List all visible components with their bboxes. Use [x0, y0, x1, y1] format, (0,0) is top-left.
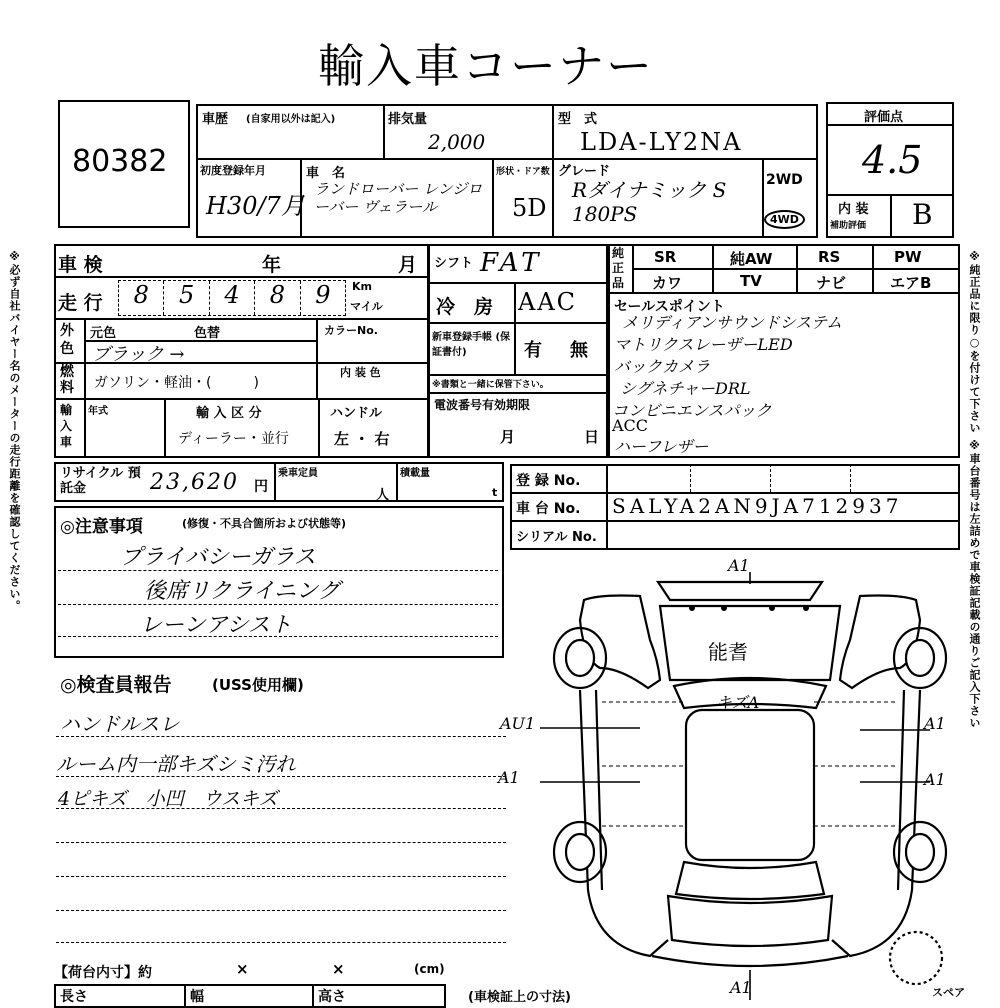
- score-label: 評価点: [864, 110, 904, 125]
- doors-label: 形状・ドア数: [496, 167, 550, 177]
- side-note-right: ※純正品に限り○を付けて下さい ※車台番号は左詰めで車検証記載の通りご記入下さい: [968, 250, 981, 729]
- shift-value: FAT: [480, 248, 543, 278]
- handle-value: 左 ・ 右: [334, 430, 390, 448]
- capacity-unit: 人: [376, 488, 390, 503]
- radio-label: 電波番号有効期限: [434, 398, 531, 412]
- chassis-no-value: SALYA2AN9JA712937: [612, 494, 903, 518]
- car-name-label: 車 名: [306, 166, 346, 181]
- mileage-label: 走 行: [58, 292, 103, 314]
- capacity-label: 乗車定員: [278, 468, 318, 479]
- import-type-value: ディーラー・並行: [178, 431, 289, 447]
- mileage-unit-km: Km: [352, 280, 372, 293]
- sales-point-item: シグネチャーDRL: [620, 379, 751, 398]
- equip-aw[interactable]: 純AW: [730, 250, 773, 268]
- diagram-right-mark: A1: [924, 714, 946, 733]
- recycle-value: 23,620: [150, 470, 239, 495]
- model-year-label: 年式: [88, 406, 108, 417]
- model-value: LDA-LY2NA: [580, 128, 743, 156]
- history-label: 車歴: [202, 112, 229, 127]
- equip-tv[interactable]: TV: [740, 272, 762, 290]
- grade-label: グレード: [558, 164, 611, 179]
- ac-label: 冷 房: [436, 296, 494, 318]
- mileage-digit: 4: [210, 281, 255, 315]
- diagram-front-mark: A1: [728, 556, 750, 575]
- sales-point-item: バックカメラ: [614, 357, 711, 376]
- page-title: 輸入車コーナー: [318, 39, 654, 93]
- score-value: 4.5: [862, 138, 923, 182]
- color-value: ブラック →: [92, 344, 185, 365]
- sales-point-item: コンビニエンスパック: [612, 401, 772, 420]
- cargo-x1: ×: [236, 960, 249, 978]
- sales-point-item: マトリクスレーザーLED: [614, 335, 793, 354]
- inspector-label: ◎検査員報告: [60, 674, 172, 696]
- first-reg-value: H30/7月: [206, 192, 305, 220]
- handle-label: ハンドル: [330, 406, 383, 421]
- side-note-left: ※必ず自社バイヤー名のメーターの走行距離を確認してください。: [8, 250, 21, 612]
- interior-sub: 補助評価: [830, 221, 867, 231]
- shift-label: シフト: [434, 256, 474, 271]
- diagram-left-mark: AU1: [500, 714, 536, 733]
- radio-month: 月: [500, 428, 516, 446]
- equip-sr[interactable]: SR: [654, 248, 677, 266]
- drive-4wd[interactable]: 4WD: [764, 210, 805, 229]
- interior-color-label: 内 装 色: [340, 366, 381, 379]
- import-side-label: 輸入車: [60, 403, 73, 449]
- note-item: レーンアシスト: [140, 613, 293, 638]
- orig-color-label: 元色: [90, 326, 117, 341]
- mileage-digit: 5: [164, 281, 209, 315]
- load-unit: t: [492, 486, 498, 499]
- radio-day: 日: [584, 428, 600, 446]
- shaken-year-label: 年: [262, 254, 282, 276]
- sales-point-item: ACC: [612, 416, 649, 435]
- manual-no[interactable]: 無: [570, 340, 588, 361]
- diagram-left-mark: A1: [498, 768, 520, 787]
- mileage-digit: 8: [255, 281, 300, 315]
- color-no-label: カラーNo.: [324, 324, 378, 337]
- cargo-dim-grid: [54, 984, 446, 1008]
- diagram-rear-mark: A1: [730, 978, 752, 997]
- chassis-no-label: 車 台 No.: [516, 501, 581, 517]
- manual-yes[interactable]: 有: [524, 340, 542, 361]
- recycle-label: リサイクル 預託金: [60, 466, 141, 496]
- mileage-unit-mile: マイル: [350, 300, 383, 313]
- cargo-unit: (cm): [414, 962, 445, 976]
- equipment-side-label: 純正品: [612, 246, 625, 290]
- mileage-digit: 8: [119, 281, 164, 315]
- mileage-digits: [118, 280, 346, 316]
- color-side-label: 外色: [60, 323, 74, 357]
- cargo-x2: ×: [332, 960, 345, 978]
- color-change-label: 色替: [194, 326, 221, 341]
- manual-note: ※書類と一緒に保管下さい。: [432, 380, 549, 390]
- shaken-label: 車 検: [58, 254, 103, 276]
- inspector-sublabel: (USS使用欄): [212, 676, 304, 694]
- equip-navi[interactable]: ナビ: [816, 274, 847, 292]
- spare-label: スペア: [932, 986, 965, 999]
- shaken-month-label: 月: [398, 254, 418, 276]
- ac-value: AAC: [518, 288, 578, 316]
- serial-no-label: シリアル No.: [516, 530, 597, 545]
- model-label: 型 式: [558, 112, 598, 127]
- import-type-label: 輸 入 区 分: [196, 406, 262, 421]
- car-diagram: [540, 560, 960, 1000]
- cargo-label: 【荷台内寸】約: [54, 965, 152, 981]
- diagram-right-mark: A1: [924, 770, 946, 789]
- sales-point-item: メリディアンサウンドシステム: [622, 313, 843, 332]
- diagram-windshield-mark: キズA: [716, 693, 760, 712]
- car-name-value: ランドローバー レンジローバー ヴェラール: [314, 180, 483, 216]
- interior-label: 内 装: [838, 202, 869, 217]
- equip-pw[interactable]: PW: [894, 248, 922, 266]
- recycle-unit: 円: [254, 479, 268, 495]
- equip-airbag[interactable]: エアB: [890, 274, 932, 292]
- inspector-item: ハンドルスレ: [60, 712, 180, 736]
- sales-points-label: セールスポイント: [614, 299, 725, 315]
- diagram-hood-mark: 能耆: [708, 640, 748, 664]
- cargo-cert-label: (車検証上の寸法): [468, 990, 571, 1005]
- notes-sublabel: (修復・不具合箇所および状態等): [182, 517, 347, 530]
- note-item: 後席リクライニング: [144, 579, 340, 604]
- mileage-digit: 9: [315, 281, 331, 309]
- equip-rs[interactable]: RS: [818, 248, 841, 266]
- load-label: 積載量: [400, 468, 430, 479]
- history-note: (自家用以外は記入): [246, 114, 336, 125]
- sales-point-item: ハーフレザー: [614, 437, 709, 456]
- doors-value: 5D: [512, 194, 547, 222]
- inspector-item: ルーム内一部キズシミ汚れ: [56, 752, 296, 776]
- grade-value: Rダイナミック S 180PS: [572, 178, 727, 226]
- notes-label: ◎注意事項: [60, 517, 143, 537]
- fuel-value: ガソリン・軽油・( ): [94, 375, 259, 391]
- inspector-item: 4ピキズ 小凹 ウスキズ: [58, 788, 278, 810]
- first-reg-label: 初度登録年月: [200, 164, 266, 177]
- manual-label: 新車登録手帳 (保証書付): [432, 332, 511, 358]
- note-item: プライバシーガラス: [120, 545, 316, 570]
- displacement-value: 2,000: [428, 130, 486, 154]
- lot-number: 80382: [72, 144, 168, 179]
- drive-2wd[interactable]: 2WD: [766, 172, 803, 188]
- cargo-height-label: 高さ: [318, 989, 346, 1005]
- reg-no-label: 登 録 No.: [516, 473, 581, 489]
- displacement-label: 排気量: [388, 112, 428, 127]
- cargo-length-label: 長さ: [60, 989, 88, 1005]
- equip-leather[interactable]: カワ: [652, 274, 683, 292]
- fuel-side-label: 燃料: [60, 364, 74, 396]
- interior-value: B: [912, 198, 933, 231]
- cargo-width-label: 幅: [190, 989, 204, 1005]
